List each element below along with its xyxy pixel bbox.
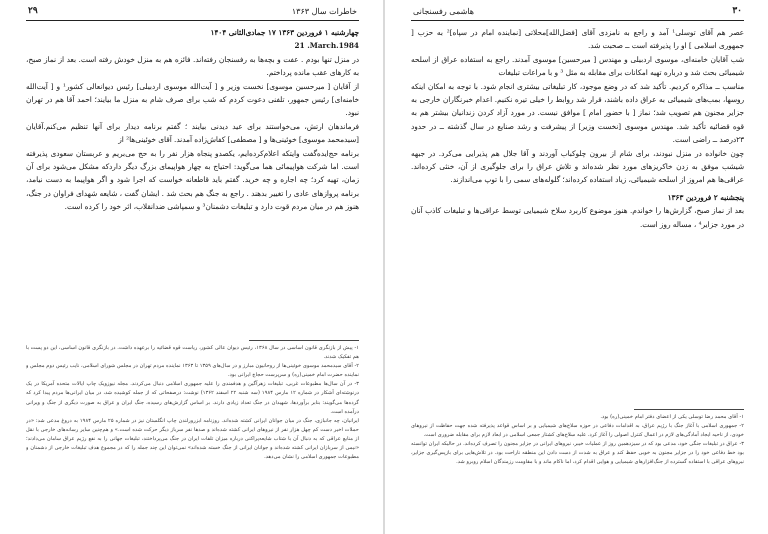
- left-running-title: خاطرات سال ۱۳۶۳: [291, 7, 357, 16]
- right-page-body: [411, 26, 744, 376]
- right-footnote-rule: [634, 409, 744, 410]
- right-paragraph-2: شب آقایان خامنه‌ای، موسوی اردبیلی و مهندس [ میرحسین] موسوی آمدند. راجع به استفاده عراق از اسلحه شیمیائی بحث شد و درباره تهیه امکانات برای مقابله به مثل ³ و با مراعات تبلیغات: [411, 54, 744, 78]
- right-page-header: [385, 6, 768, 20]
- right-header-rule: [411, 20, 744, 21]
- left-paragraph-4: برنامه‌ حج‌ایده‌گفت وایتکه اعلام‌کرده‌ایم، یکصدو پنجاه هزار نفر را به حج می‌بریم و عربستان سعودی پذیرفته است. اما شرکت هواپیمائی هما می‌گوید: احتیاج به چهار هواپیمای بزرگ دیگر داردکه مشکل می‌شود برای آن زمان، تهیه کرد؛ چه اجاره و چه خرید. گفتم باید قاطعانه خواست که اجرا شود و اگر هواپیما به دست نیامد، برنامه پروازهای عادی را تغییر بدهند . راجع به جنگ هم بحث شد . ایشان گفت ، شایعه شهدای فراوان در جنگ، هنوز هم در میان مردم قوت دارد و تبلیغات دشمنان³ و سمپاشی ضدانقلاب، اثر خود را کرده است.: [26, 148, 359, 212]
- right-page-number: ۳۰: [732, 6, 742, 16]
- right-footnote-1: ۱- آقای محمد رضا توسلی یکی از اعضای دفتر امام خمینی(ره) بود.: [600, 414, 744, 420]
- left-paragraph-1: در منزل تنها بودم . عفت و بچه‌ها به رفسنجان رفته‌اند. فائزه هم به منزل خودش رفته است. بعد از نماز صبح، به کارهای عقب مانده پرداختم.: [26, 54, 359, 78]
- left-page-header: [0, 6, 383, 20]
- right-paragraph-5: بعد از نماز صبح، گزارش‌ها را خواندم. هنوز موضوع کاربرد سلاح شیمیایی توسط عراقی‌ها و تبلیغات کاذب آنان در مورد جزایر⁴ ، مساله روز است.: [411, 206, 744, 229]
- left-footnote-rule: [249, 340, 359, 341]
- right-date-heading: پنجشنبه ۲ فروردین ۱۳۶۳: [667, 192, 744, 202]
- right-page: [385, 0, 768, 534]
- right-running-title: هاشمی رفسنجانی: [413, 7, 474, 16]
- right-paragraph-4: چون خانواده در منزل نبودند، برای شام از بیرون چلوکباب آوردند و آقا جلال هم پذیرایی می‌کرد. در جبهه شیشب موفق به زدن خاکریزهای مورد نظر شده‌اند و تلاش عراق را برای جلوگیری از آن، خنثی کرده‌اند. عراقی‌ها هم امروز از اسلحه شیمیائی، زیاد استفاده کرده‌اند؛ گلوله‌های سمی را با توپ می‌اندازند.: [411, 148, 744, 185]
- left-paragraph-2: از آقایان [ میرحسین موسوی] نخست وزیر و [ آیت‌الله موسوی اردبیلی] رئیس دیوانعالی کشور¹ و [ آیت‌الله خامنه‌ای] رئیس جمهور، تلفنی دعوت کردم که شب برای صرف شام به منزل ما بیایند؛ احمد آقا هم در تهران نبود.: [26, 81, 359, 118]
- left-footnote-2: ۲- آقای سیدمحمد موسوی خوئینی‌ها از روحانیون مبارز و در سال‌های ۱۳۵۹ تا ۱۳۶۳ نماینده مردم تهران در مجلس شورای اسلامی، نایب رئیس دوم مجلس و نماینده حضرت امام خمینی(ره) و سرپرست حجاج ایرانی بود.: [26, 363, 359, 379]
- right-paragraph-1: عصر هم آقای توسلی¹ آمد و راجع به نامزدی آقای [فضل‌الله]محلاتی [نماینده امام در سپاه]² به حزب [ جمهوری اسلامی ] او را پذیرفته است ــ صحبت شد.: [411, 28, 745, 51]
- right-footnotes: [411, 413, 744, 530]
- left-page: [0, 0, 383, 534]
- left-date-heading: چهارشنبه ۱ فروردین ۱۳۶۳ ۱۷ جمادی‌الثانی ۱۴۰۴: [210, 28, 359, 37]
- left-page-number: ۲۹: [28, 6, 38, 16]
- left-paragraph-3: فرماندهان ارتش، می‌خواستند برای عید دیدنی بیایند ؛ گفتم برنامه دیدار برای آنها تنظیم می‌کنم.آقایان [سیدمحمد موسوی] خوئینی‌ها و [ مصطفی] کفاش‌زاده آمدند. آقای خوئینی‌ها² از: [26, 121, 359, 145]
- left-page-body: [26, 26, 359, 326]
- right-footnote-2: ۲- جمهوری اسلامی با آغاز جنگ با رژیم عراق، به اقدامات دفاعی در حوزه سلاح‌های شیمیایی و بر اساس قواعد پذیرفته شده جهت حفاظت از نیروهای خودی، از ناحیه ایجاد آمادگی‌های لازم در اعمال کنترل اصولی را آغاز کرد. علیه سلاح‌های کشتار جمعی اسلامی در ابعاد لازم برای مقابله ضروری است.: [411, 423, 744, 439]
- left-footnote-4: ایرانیان، چه جانبازی، جنگ در میان جوانان ایرانی کشته شده‌اند. روزنامه ابزرورلندن چاپ انگلستان نیز در شماره ۲۵ مارس ۱۹۸۴ به دروغ مدعی شد: «در حملات اخیر دست کم چهل هزار نفر از نیروهای ایرانی کشته شده‌اند و صدها نفر سرباز دیگر حرکت شده است.» و هم‌چنین سایر رسانه‌های خارجی با نقل از منابع عراقی که به دنبال آن با شتاب شایعه‌پراکنی درباره میزان تلفات ایران در جنگ می‌پرداختند، تبلیغات جهانی را به نفع رژیم عراق سامان می‌دادند؛ «نیمی از سربازان ایرانی کشته شده‌اند و جوانان ایرانی از جنگ خسته شده‌اند» نمی‌توان این چند جمله را که در مجموع هدف تبلیغات خارجی از دشمنان و مطبوعات جمهوری اسلامی را نشان می‌دهد.: [26, 417, 359, 461]
- left-footnotes: [26, 344, 359, 530]
- left-header-rule: [26, 20, 359, 21]
- right-footnote-3: ۳- عراق در تبلیغات جنگی خود، مدعی بود که در سیزدهمین روز از عملیات خیبر، نیروهای ایرانی در جزایر مجنون را تصرف کرده‌اند. در حالیکه ایران توانسته بود خط دفاعی خود را در جزایر مجنون به خوبی حفظ کند و عراق به شدت از دست دادن این منطقه ناراحت بود. در تلاش‌هایی برای بازپس‌گیری جزایر، نیروهای عراقی با استفاده گسترده از جنگ‌افزارهای شیمیایی و هوایی اقدام کرد، اما ناکام ماند و با مقاومت رزمندگان اسلام روبرو شد.: [411, 441, 744, 466]
- left-footnote-3: ۳- در آن سال‌ها مطبوعات غربی، تبلیغات زهرآگین و هدفمندی را علیه جمهوری اسلامی دنبال می‌کردند. مجله نیوزویک چاپ ایالات متحده آمریکا در یک درنوشته‌ای آشکار در شماره ۱۲ مارس ۱۹۸۴ (سه شنبه ۲۲ اسفند ۱۳۶۲) نوشت: درصفحاتی که از جمله کوشیده شد، در میان ایرانی‌ها مردم پیدا کرد که گرده‌ها می‌گویند: بنابر برآوردها، شهیدان در جنگ تعداد زیادی دارند. بر اساس گزارش‌های رسیده، جنگ ایران و عراق به صورت دیگری از جنگ و ویرانی درآمده است.: [26, 381, 359, 415]
- right-paragraph-3: مناسب ــ مذاکره کردیم. تأکید شد که در وضع موجود، کار تبلیغاتی بیشتری انجام شود. با توجه به امکان اینکه روسها، بمب‌های شیمیائی به عراق داده باشند، قرار شد روابط را خیلی تیره نکنیم. اعدام خبرنگاران خارجی به جزایر مجنون هم تصویب شد؛ نماز [ با حضور امام ] موافق نیست. در مورد آزاد کردن زندانیان بیشتر هم به قوه قضائیه تأکید شد. مهندس موسوی [نخست وزیر] از پیشرفت و رشد صنایع در سال گذشته ــ در حدود ۲۳درصد ــ راضی است.: [411, 81, 744, 145]
- left-date-heading-gregorian: 21 .March.1984: [294, 41, 359, 51]
- left-footnote-1: ۱- پیش از بازنگری قانون اساسی در سال ۱۳۶۸، رئیس دیوان عالی کشور، ریاست قوه قضائیه را برعهده داشت. در بازنگری قانون اساسی، این دو پست با هم تفکیک شدند.: [26, 345, 359, 361]
